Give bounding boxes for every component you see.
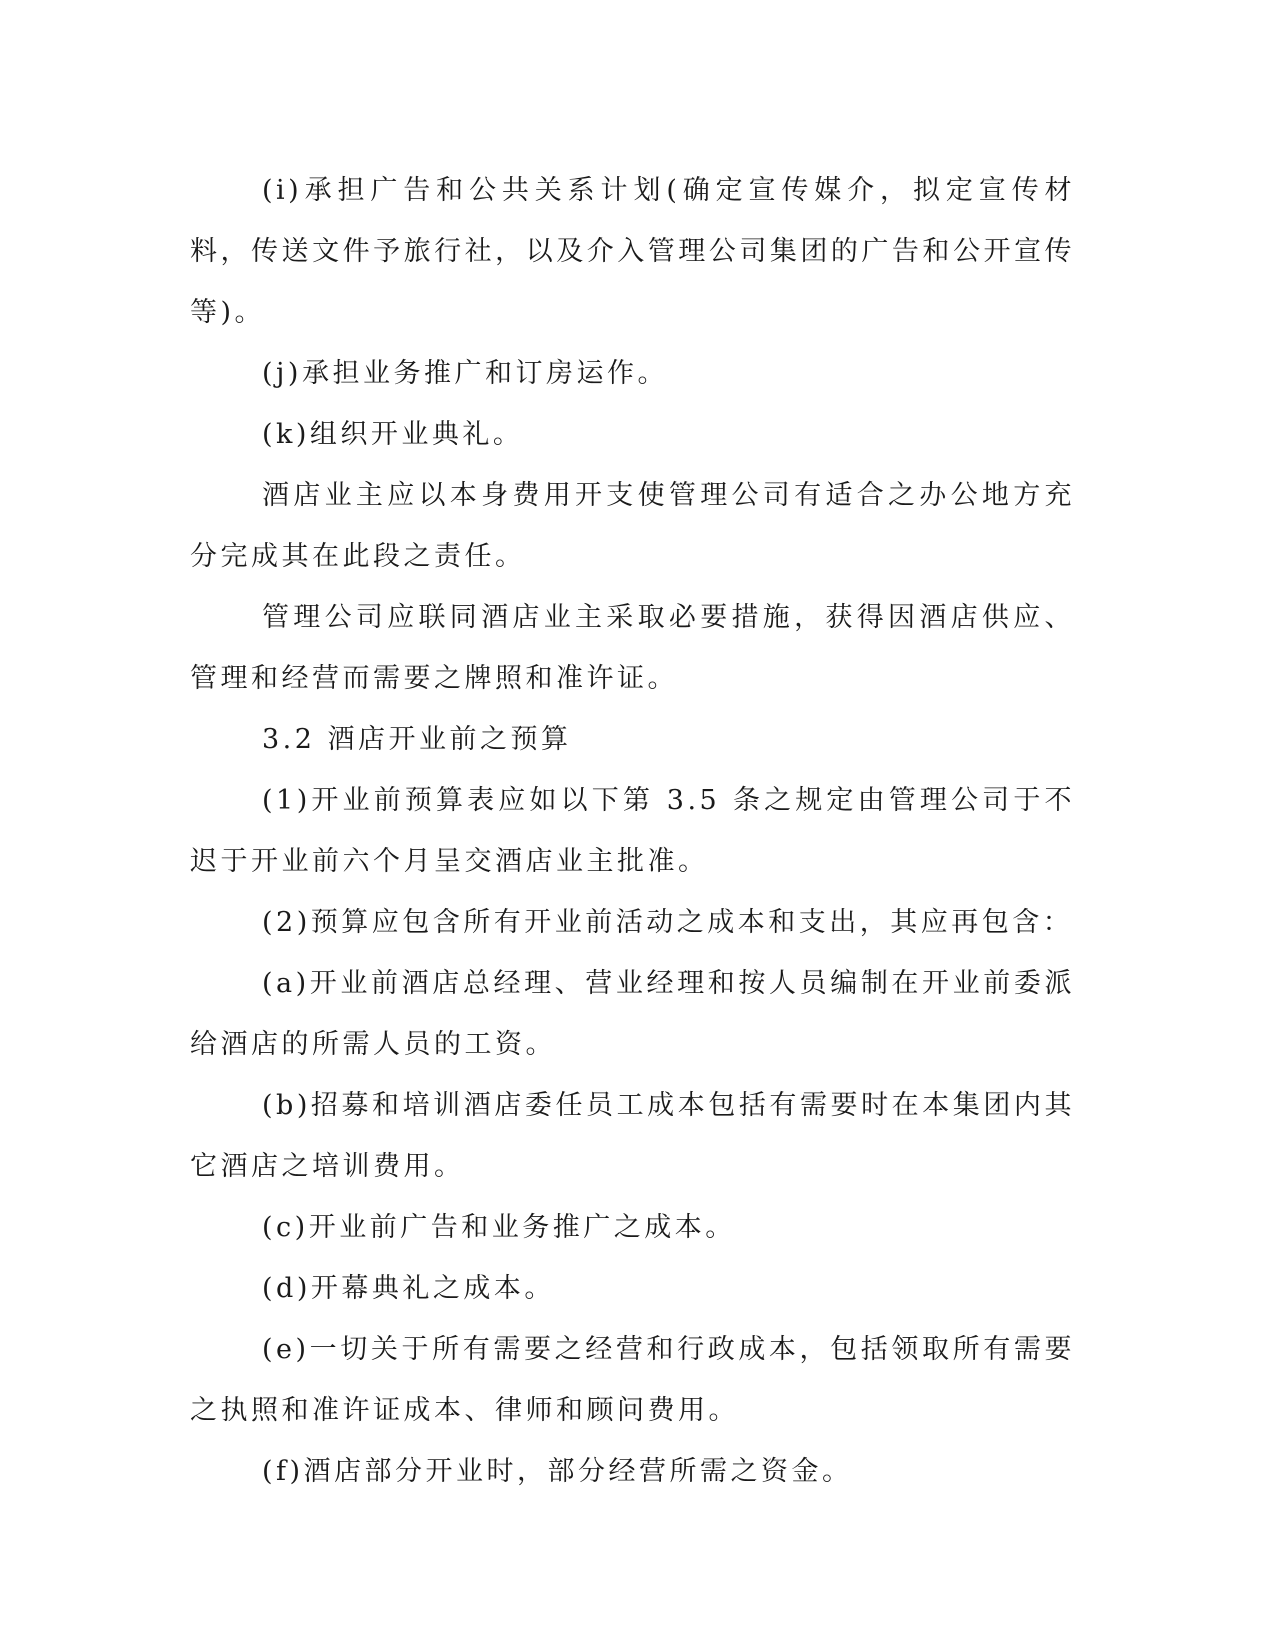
paragraph-a-salaries: (a)开业前酒店总经理、营业经理和按人员编制在开业前委派给酒店的所需人员的工资。: [190, 968, 1075, 1060]
paragraph-licenses: 管理公司应联同酒店业主采取必要措施，获得因酒店供应、管理和经营而需要之牌照和准许证。: [190, 602, 1075, 694]
document-body: [190, 160, 1075, 1502]
paragraph-f-partial-opening: (f)酒店部分开业时，部分经营所需之资金。: [262, 1456, 853, 1487]
paragraph-1-budget-submission: (1)开业前预算表应如以下第 3.5 条之规定由管理公司于不迟于开业前六个月呈交酒店业主批准。: [190, 785, 1075, 877]
paragraph-k-opening-ceremony: (k)组织开业典礼。: [262, 419, 524, 450]
paragraph-e-admin-costs: (e)一切关于所有需要之经营和行政成本，包括领取所有需要之执照和准许证成本、律师和顾问费用。: [190, 1334, 1075, 1426]
paragraph-b-training: (b)招募和培训酒店委任员工成本包括有需要时在本集团内其它酒店之培训费用。: [190, 1090, 1075, 1182]
paragraph-j-promotion: (j)承担业务推广和订房运作。: [262, 358, 668, 389]
paragraph-d-ceremony-cost: (d)开幕典礼之成本。: [262, 1273, 555, 1304]
paragraph-2-budget-contents: (2)预算应包含所有开业前活动之成本和支出，其应再包含：: [262, 907, 1074, 938]
paragraph-c-advertising-cost: (c)开业前广告和业务推广之成本。: [262, 1212, 736, 1243]
paragraph-i-advertising: (i)承担广告和公共关系计划(确定宣传媒介，拟定宣传材料，传送文件予旅行社，以及介入管理公司集团的广告和公开宣传等)。: [190, 175, 1075, 328]
paragraph-owner-office: 酒店业主应以本身费用开支使管理公司有适合之办公地方充分完成其在此段之责任。: [190, 480, 1075, 572]
section-heading-3-2: 3.2 酒店开业前之预算: [262, 724, 572, 755]
